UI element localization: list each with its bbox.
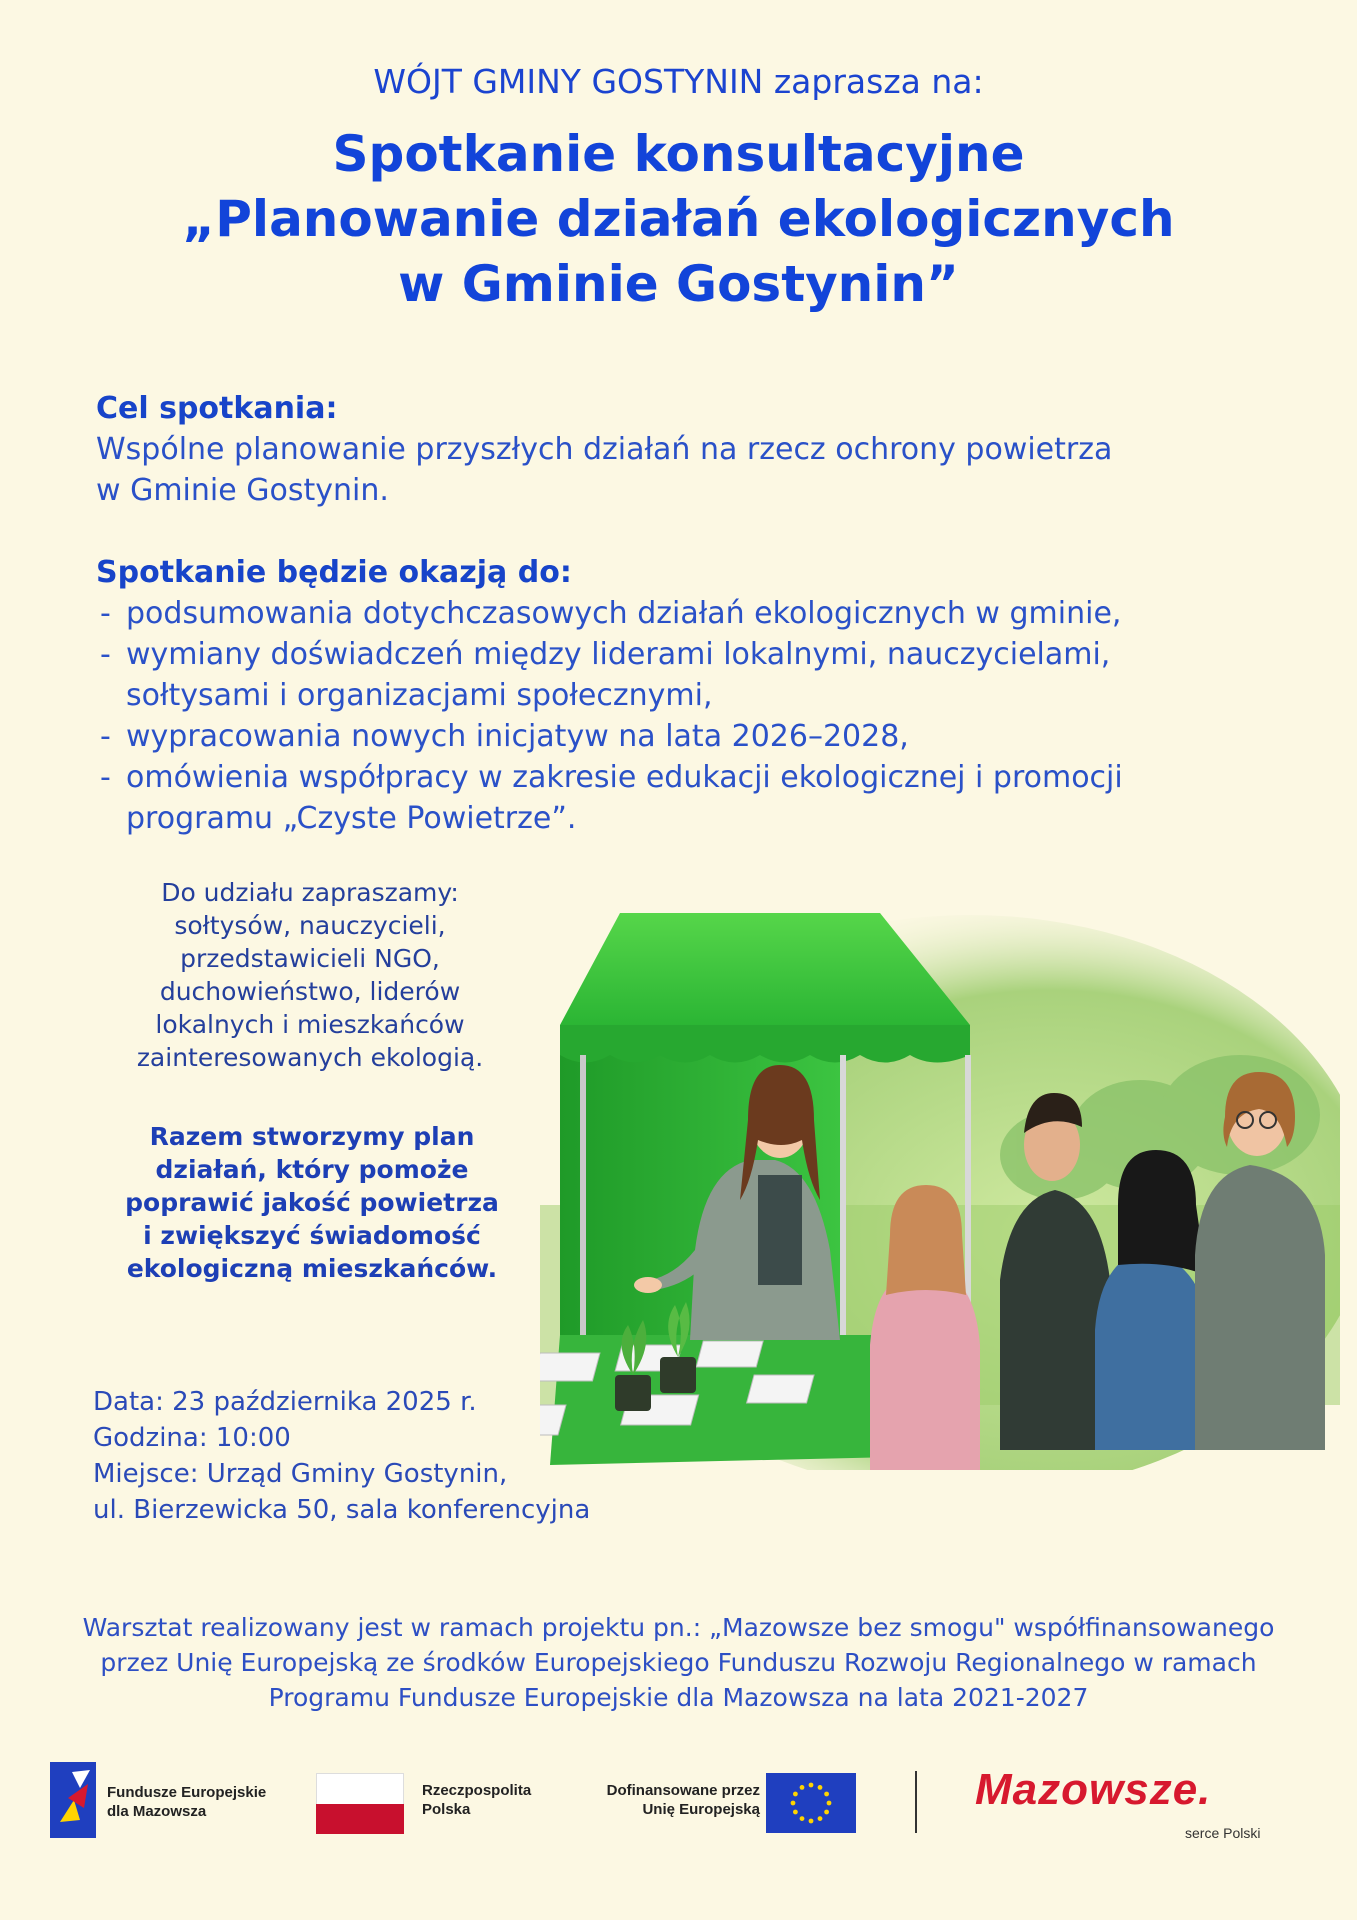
list-item-line: - podsumowania dotychczasowych działań ekologicznych w gminie, (126, 596, 1122, 631)
goal-heading: Cel spotkania: (96, 391, 338, 426)
fe-logo-icon (50, 1762, 96, 1838)
title-line-2: „Planowanie działań ekologicznych (182, 190, 1175, 248)
invite-line: sołtysów, nauczycieli, (174, 911, 446, 940)
logo-divider (915, 1771, 917, 1833)
together-line: działań, który pomoże (155, 1155, 469, 1184)
goal-section (96, 388, 1276, 511)
eu-logo-text (580, 1781, 760, 1819)
list-item-line: - wypracowania nowych inicjatyw na lata 2026–2028, (126, 719, 909, 754)
title-line-3: w Gminie Gostynin” (398, 255, 959, 313)
eu-flag-icon (766, 1773, 856, 1833)
logos-bar (45, 1755, 1315, 1855)
together-line: ekologiczną mieszkańców. (126, 1254, 498, 1283)
mazowsze-logo: Mazowsze. (975, 1765, 1212, 1814)
funding-line: Programu Fundusze Europejskie dla Mazowsza na lata 2021-2027 (268, 1683, 1089, 1712)
event-place: Miejsce: Urząd Gminy Gostynin, (93, 1459, 508, 1489)
mazowsze-tagline: serce Polski (1185, 1825, 1261, 1841)
illustration-tent-meeting (540, 905, 1340, 1470)
invite-block (110, 876, 510, 1074)
occasion-section (96, 552, 1296, 839)
goal-line: w Gminie Gostynin. (96, 473, 389, 508)
together-line: i zwiększyć świadomość (143, 1221, 481, 1250)
poland-flag-icon (316, 1773, 404, 1833)
event-title (0, 122, 1357, 317)
rp-line-2: Polska (422, 1801, 471, 1818)
event-date: Data: 23 października 2025 r. (93, 1387, 477, 1417)
list-item (96, 593, 1296, 634)
together-line: Razem stworzymy plan (149, 1122, 475, 1151)
occasion-heading: Spotkanie będzie okazją do: (96, 555, 572, 590)
invite-line: przedstawicieli NGO, (180, 944, 440, 973)
invite-line: zainteresowanych ekologią. (136, 1043, 484, 1072)
rp-logo-text (422, 1781, 531, 1819)
list-item (96, 757, 1296, 839)
rp-line-1: Rzeczpospolita (422, 1782, 532, 1799)
list-item-line: - wymiany doświadczeń między liderami lokalnymi, nauczycielami, (126, 637, 1111, 672)
together-block (112, 1120, 512, 1285)
invite-line: Do udziału zapraszamy: (161, 878, 459, 907)
list-item-line: - omówienia współpracy w zakresie edukacji ekologicznej i promocji (126, 760, 1123, 795)
list-item (96, 716, 1296, 757)
eu-line-2: Unię Europejską (642, 1801, 760, 1818)
funding-line: przez Unię Europejską ze środków Europejskiego Funduszu Rozwoju Regionalnego w ramach (100, 1648, 1257, 1677)
fe-line-1: Fundusze Europejskie (107, 1784, 267, 1801)
goal-line: Wspólne planowanie przyszłych działań na rzecz ochrony powietrza (96, 432, 1113, 467)
invite-line: lokalnych i mieszkańców (155, 1010, 465, 1039)
funding-note (0, 1610, 1357, 1715)
list-item (96, 634, 1296, 716)
list-item-line: sołtysami i organizacjami społecznymi, (126, 678, 713, 713)
goal-body (96, 429, 1276, 511)
event-time: Godzina: 10:00 (93, 1423, 291, 1453)
list-item-line: programu „Czyste Powietrze”. (126, 801, 577, 836)
together-line: poprawić jakość powietrza (125, 1188, 499, 1217)
intro-text: WÓJT GMINY GOSTYNIN zaprasza na: (373, 62, 984, 101)
eu-line-1: Dofinansowane przez (606, 1782, 760, 1799)
occasion-list (96, 593, 1296, 839)
invite-line: duchowieństwo, liderów (159, 977, 461, 1006)
fe-logo-text (107, 1783, 266, 1821)
fe-line-2: dla Mazowsza (107, 1803, 207, 1820)
event-address: ul. Bierzewicka 50, sala konferencyjna (93, 1495, 591, 1525)
title-line-1: Spotkanie konsultacyjne (332, 125, 1025, 183)
funding-line: Warsztat realizowany jest w ramach projektu pn.: „Mazowsze bez smogu" współfinansowanego (82, 1613, 1275, 1642)
